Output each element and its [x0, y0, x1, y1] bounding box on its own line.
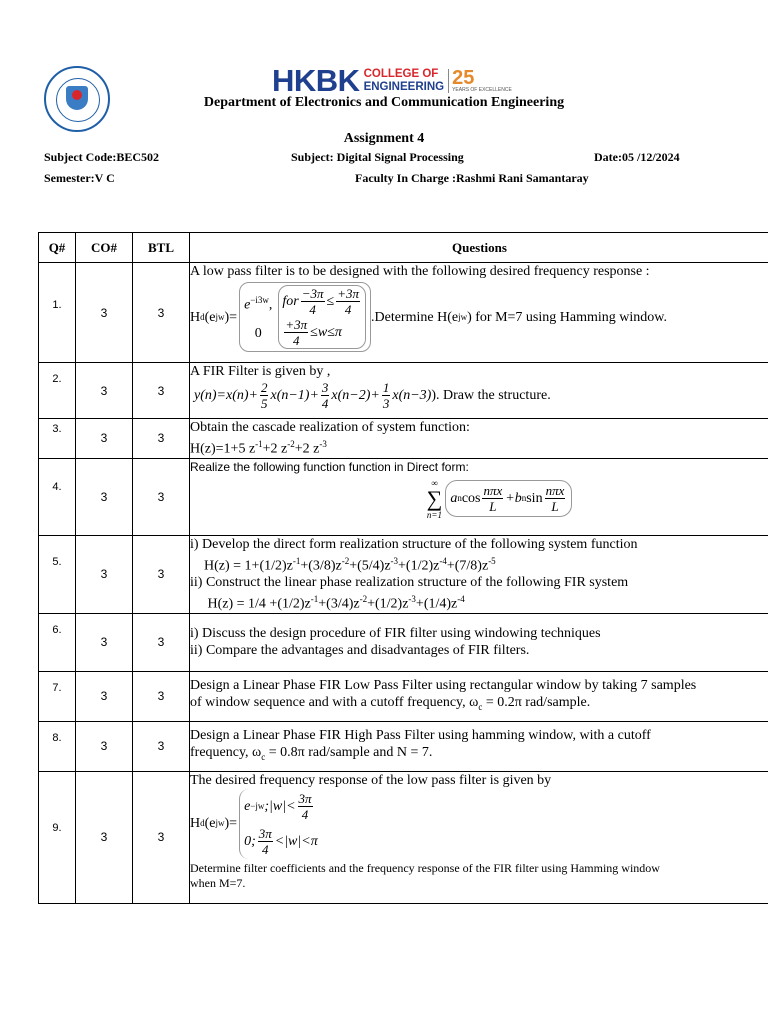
co-value: 3 [76, 419, 133, 459]
table-header-row [39, 233, 768, 263]
semester: Semester:V C [44, 171, 115, 185]
question-text: A FIR Filter is given by , y(n)=x(n)+ $\frac{2}{5}$ x(n−1)+ $\frac{3}{4}$ x(n−2)+ $\frac{1}{3}$ x(n−3) ). Draw the structure. [190, 363, 768, 419]
question-number: 3. [39, 419, 76, 459]
q2-equation: y(n)=x(n)+ $\frac{2}{5}$ x(n−1)+ $\frac{3}{4}$ x(n−2)+ $\frac{1}{3}$ x(n−3) ). Draw the structure. [194, 380, 551, 411]
question-number: 4. [39, 458, 76, 535]
question-number: 7. [39, 671, 76, 721]
assignment-date: Date:05 /12/2024 [594, 150, 680, 164]
btl-value: 3 [133, 419, 190, 459]
btl-value: 3 [133, 771, 190, 903]
question-text: Design a Linear Phase FIR High Pass Filter using hamming window, with a cutoff frequency, $\omega_c = 0.8\pi$ rad/sample and N = 7. [190, 721, 768, 771]
btl-value: 3 [133, 535, 190, 613]
question-number: 8. [39, 721, 76, 771]
co-value: 3 [76, 263, 133, 363]
table-row [39, 363, 768, 419]
question-text: Realize the following function function in Direct form: ∞ ∑ n=1 a n cos $\frac{\text{nπx}}{L}$ +b n sin $\frac{\text{nπx}}{L}$ [190, 458, 768, 535]
subject-code: Subject Code:BEC502 [44, 150, 160, 164]
q1-equation: H d (e jw )= $e^{-i3w}$, 0 for $\frac{-3\pi}{4}$ ≤ $\frac{+3\pi}{4}$ $\frac{+3\pi}{4}$ ≤w≤π .Determine H(e jw ) for M=7 using Hamming window. [190, 282, 768, 352]
question-number: 1. [39, 263, 76, 363]
header-btl: BTL [133, 233, 190, 263]
header-co: CO# [76, 233, 133, 263]
question-text: Design a Linear Phase FIR Low Pass Filter using rectangular window by taking 7 samples of window sequence and with a cutoff frequency, $\omega_c = 0.2\pi$ rad/sample. [190, 671, 768, 721]
table-row [39, 613, 768, 671]
co-value: 3 [76, 771, 133, 903]
question-text: i) Discuss the design procedure of FIR filter using windowing techniques ii) Compare the advantages and disadvantages of FIR filters. [190, 613, 768, 671]
question-number: 9. [39, 771, 76, 903]
co-value: 3 [76, 458, 133, 535]
logo-main-text: HKBK [272, 63, 360, 98]
header-q: Q# [39, 233, 76, 263]
table-row [39, 535, 768, 613]
college-logo [272, 63, 512, 98]
q3-equation: H(z)=1+5 $z^{-1}+2$ $z^{-2}+2$ $z^{-3}$ [190, 439, 327, 457]
co-value: 3 [76, 363, 133, 419]
table-row [39, 419, 768, 459]
logo-college-text: COLLEGE OF ENGINEERING [363, 68, 445, 93]
q9-equation: H d (e jw )= e −jw ;|w|< $\frac{3\pi}{4}$ 0; $\frac{3\pi}{4}$ <|w|<π [190, 789, 768, 859]
subject-name: Subject: Digital Signal Processing [291, 150, 464, 164]
question-text: i) Develop the direct form realization structure of the following system function $H(z) = 1+(1/2)z^{-1}+(3/8)z^{-2}+(5/4)z^{-3}+(1/2)z^{-4}+(7/8)z^{-5}$ ii) Construct the linear phase realization structure of the following FIR system $H(z) = 1/4 +(1/2)z^{-1}+(3/4)z^{-2}+(1/2)z^{-3}+(1/4)z^{-4}$ [190, 535, 768, 613]
question-text: Obtain the cascade realization of system function: H(z)=1+5 $z^{-1}+2$ $z^{-2}+2$ $z^{-3}$ [190, 419, 768, 459]
department-title: Department of Electronics and Communication Engineering [203, 95, 565, 110]
btl-value: 3 [133, 613, 190, 671]
questions-table [38, 232, 768, 904]
assignment-title: Assignment 4 [343, 131, 425, 146]
btl-value: 3 [133, 671, 190, 721]
q4-summation: ∞ ∑ n=1 a n cos $\frac{\text{nπx}}{L}$ +b n sin $\frac{\text{nπx}}{L}$ [230, 478, 768, 520]
table-row [39, 263, 768, 363]
table-row [39, 458, 768, 535]
q1-piecewise: $e^{-i3w}$, 0 for $\frac{-3\pi}{4}$ ≤ $\frac{+3\pi}{4}$ $\frac{+3\pi}{4}$ ≤w≤π [239, 282, 371, 352]
q1-intro: A low pass filter is to be designed with the following desired frequency response : [190, 264, 650, 279]
question-number: 6. [39, 613, 76, 671]
table-row [39, 671, 768, 721]
btl-value: 3 [133, 263, 190, 363]
faculty-in-charge: Faculty In Charge :Rashmi Rani Samantaray [355, 171, 589, 185]
header-questions: Questions [190, 233, 768, 263]
btl-value: 3 [133, 458, 190, 535]
co-value: 3 [76, 671, 133, 721]
q9-piecewise: e −jw ;|w|< $\frac{3\pi}{4}$ 0; $\frac{3\pi}{4}$ <|w|<π [239, 789, 322, 859]
q5-eq1: $H(z) = 1+(1/2)z^{-1}+(3/8)z^{-2}+(5/4)z^{-3}+(1/2)z^{-4}+(7/8)z^{-5}$ [190, 555, 496, 574]
q5-eq2: $H(z) = 1/4 +(1/2)z^{-1}+(3/4)z^{-2}+(1/2)z^{-3}+(1/4)z^{-4}$ [190, 594, 465, 612]
btl-value: 3 [133, 721, 190, 771]
question-number: 5. [39, 535, 76, 613]
question-text [190, 263, 768, 363]
btl-value: 3 [133, 363, 190, 419]
co-value: 3 [76, 613, 133, 671]
question-number: 2. [39, 363, 76, 419]
table-row [39, 771, 768, 903]
question-text: The desired frequency response of the low pass filter is given by H d (e jw )= e −jw ;|w|< $\frac{3\pi}{4}$ 0; $\frac{3\pi}{4}$ <|w|<π Determine filter coefficients and the frequency response of the FIR filter using Hamming window when M=7. [190, 771, 768, 903]
table-row [39, 721, 768, 771]
logo-years-badge: 25 YEARS OF EXCELLENCE [448, 69, 512, 93]
co-value: 3 [76, 721, 133, 771]
co-value: 3 [76, 535, 133, 613]
